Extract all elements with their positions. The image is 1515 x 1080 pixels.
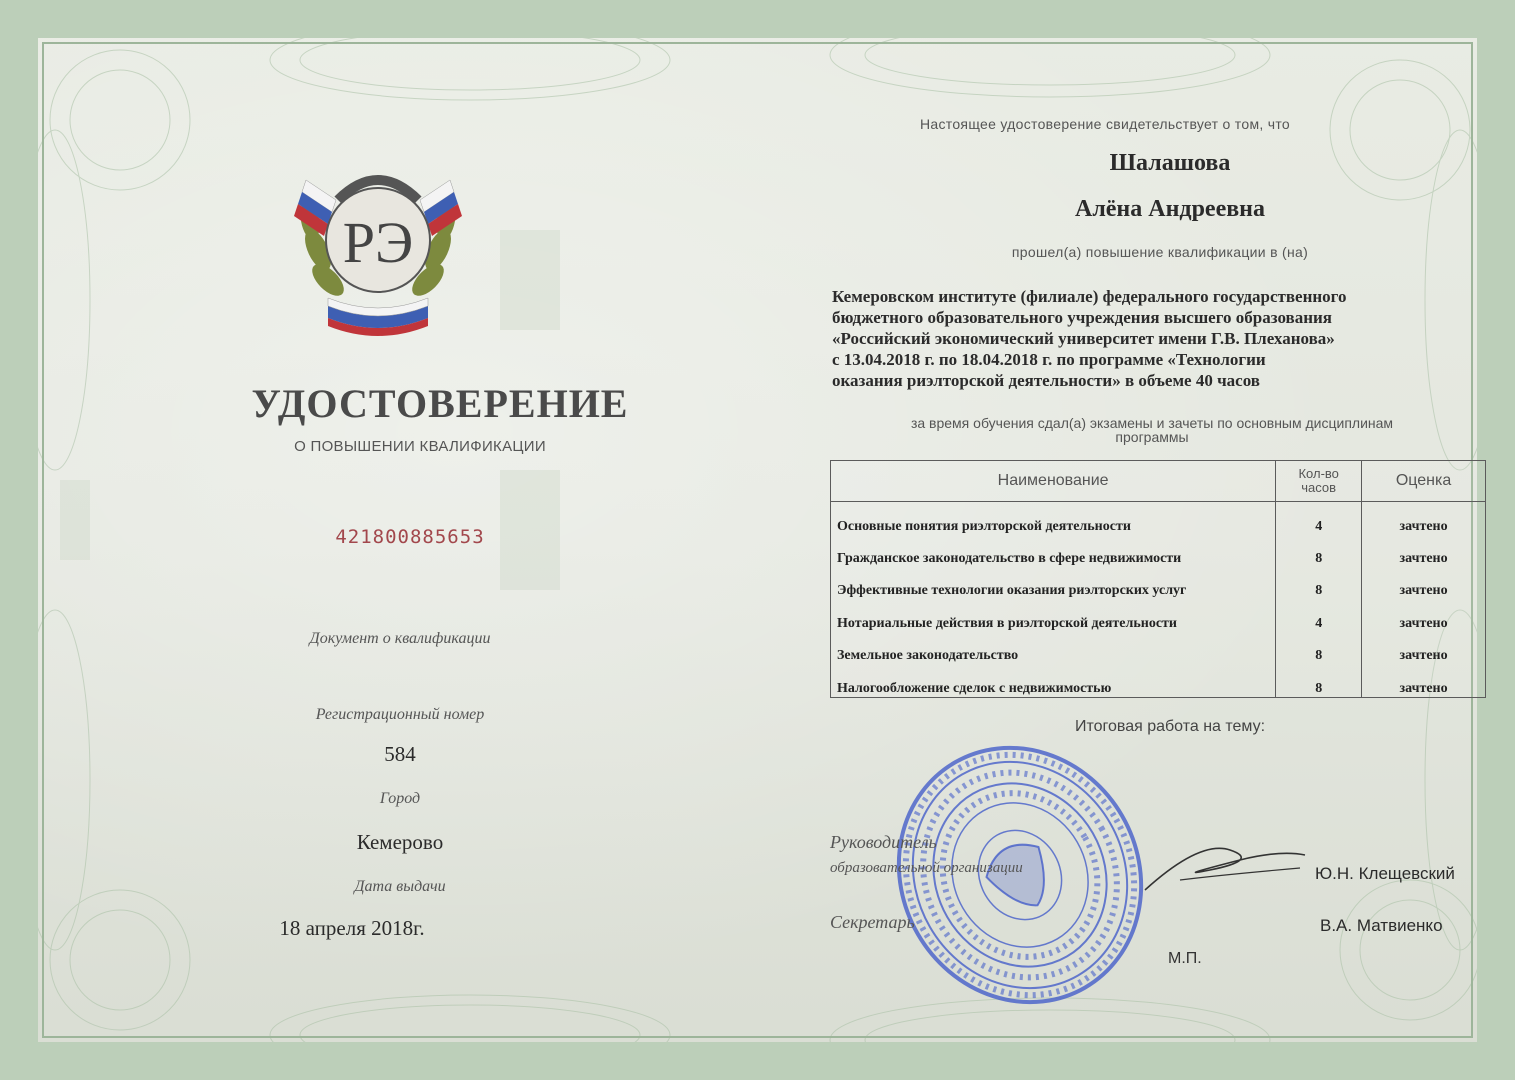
subject-name: Эффективные технологии оказания риэлторских услуг: [831, 567, 1276, 599]
subject-grade: зачтено: [1362, 599, 1486, 631]
document-title: УДОСТОВЕРЕНИЕ: [251, 381, 629, 426]
subject-name: Земельное законодательство: [831, 632, 1276, 664]
university-emblem-icon: [288, 140, 468, 340]
subject-hours: 8: [1276, 664, 1362, 697]
subject-name: Гражданское законодательство в сфере недвижимости: [831, 535, 1276, 567]
subject-name: Налогообложение сделок с недвижимостью: [831, 664, 1276, 697]
table-row: [831, 664, 1486, 697]
body-line: бюджетного образовательного учреждения высшего образования: [832, 308, 1332, 327]
registration-number-label: Регистрационный номер: [315, 706, 485, 723]
subject-name: Основные понятия риэлторской деятельности: [831, 502, 1276, 535]
subject-hours: 8: [1276, 567, 1362, 599]
secretary-label: Секретарь: [830, 912, 915, 932]
subject-hours: 4: [1276, 599, 1362, 631]
hours-header-line: Кол-во: [1298, 466, 1339, 481]
final-work-label: Итоговая работа на тему:: [1074, 718, 1266, 735]
table-header-row: [831, 461, 1486, 502]
head-label: Руководитель: [830, 832, 937, 852]
subject-hours: 4: [1276, 502, 1362, 535]
body-line: «Российский экономический университет имени Г.В. Плеханова»: [832, 329, 1335, 348]
column-header-grade: Оценка: [1362, 461, 1486, 502]
exam-intro-line: программы: [1115, 429, 1189, 445]
issue-date: 18 апреля 2018г.: [279, 916, 425, 940]
body-line: оказания риэлторской деятельности» в объеме 40 часов: [832, 371, 1260, 390]
stamp-place-label: М.П.: [1168, 950, 1202, 967]
head-signature: [1140, 820, 1310, 900]
column-header-name: Наименование: [831, 461, 1276, 502]
subject-hours: 8: [1276, 535, 1362, 567]
head-name: Ю.Н. Клещевский: [1315, 864, 1455, 883]
passed-training-text: прошел(а) повышение квалификации в (на): [1011, 244, 1309, 260]
qualification-document-label: Документ о квалификации: [309, 630, 491, 647]
city-label: Город: [379, 790, 421, 807]
subjects-table: [830, 460, 1486, 698]
subject-grade: зачтено: [1362, 567, 1486, 599]
table-row: [831, 535, 1486, 567]
subject-grade: зачтено: [1362, 632, 1486, 664]
institution-program-text: [832, 286, 1468, 391]
hours-header-line: часов: [1301, 480, 1337, 495]
left-page: [60, 40, 760, 1040]
document-subtitle: О ПОВЫШЕНИИ КВАЛИФИКАЦИИ: [294, 438, 546, 455]
head-org-label: образовательной организации: [830, 860, 1023, 876]
column-header-hours: [1276, 461, 1362, 502]
body-line: Кемеровском институте (филиале) федерального государственного: [832, 287, 1347, 306]
subject-grade: зачтено: [1362, 535, 1486, 567]
table-row: [831, 632, 1486, 664]
right-page: [790, 0, 1490, 1080]
exam-intro-text: [842, 416, 1462, 444]
svg-text:РЭ: РЭ: [342, 210, 414, 275]
issue-date-label: Дата выдачи: [354, 878, 446, 895]
registration-number: 584: [384, 742, 416, 766]
exam-intro-line: за время обучения сдал(а) экзамены и зачеты по основным дисциплинам: [910, 415, 1394, 431]
city-value: Кемерово: [356, 830, 444, 854]
table-row: [831, 599, 1486, 631]
intro-text: Настоящее удостоверение свидетельствует о том, что: [920, 116, 1290, 132]
subject-hours: 8: [1276, 632, 1362, 664]
serial-number: 421800885653: [335, 526, 485, 548]
subject-name: Нотариальные действия в риэлторской деятельности: [831, 599, 1276, 631]
table-row: [831, 567, 1486, 599]
holder-surname: Шалашова: [1109, 150, 1231, 176]
holder-given-names: Алёна Андреевна: [1074, 196, 1266, 222]
body-line: с 13.04.2018 г. по 18.04.2018 г. по программе «Технологии: [832, 350, 1266, 369]
subject-grade: зачтено: [1362, 502, 1486, 535]
secretary-name: В.А. Матвиенко: [1320, 916, 1443, 935]
subject-grade: зачтено: [1362, 664, 1486, 697]
table-row: [831, 502, 1486, 535]
